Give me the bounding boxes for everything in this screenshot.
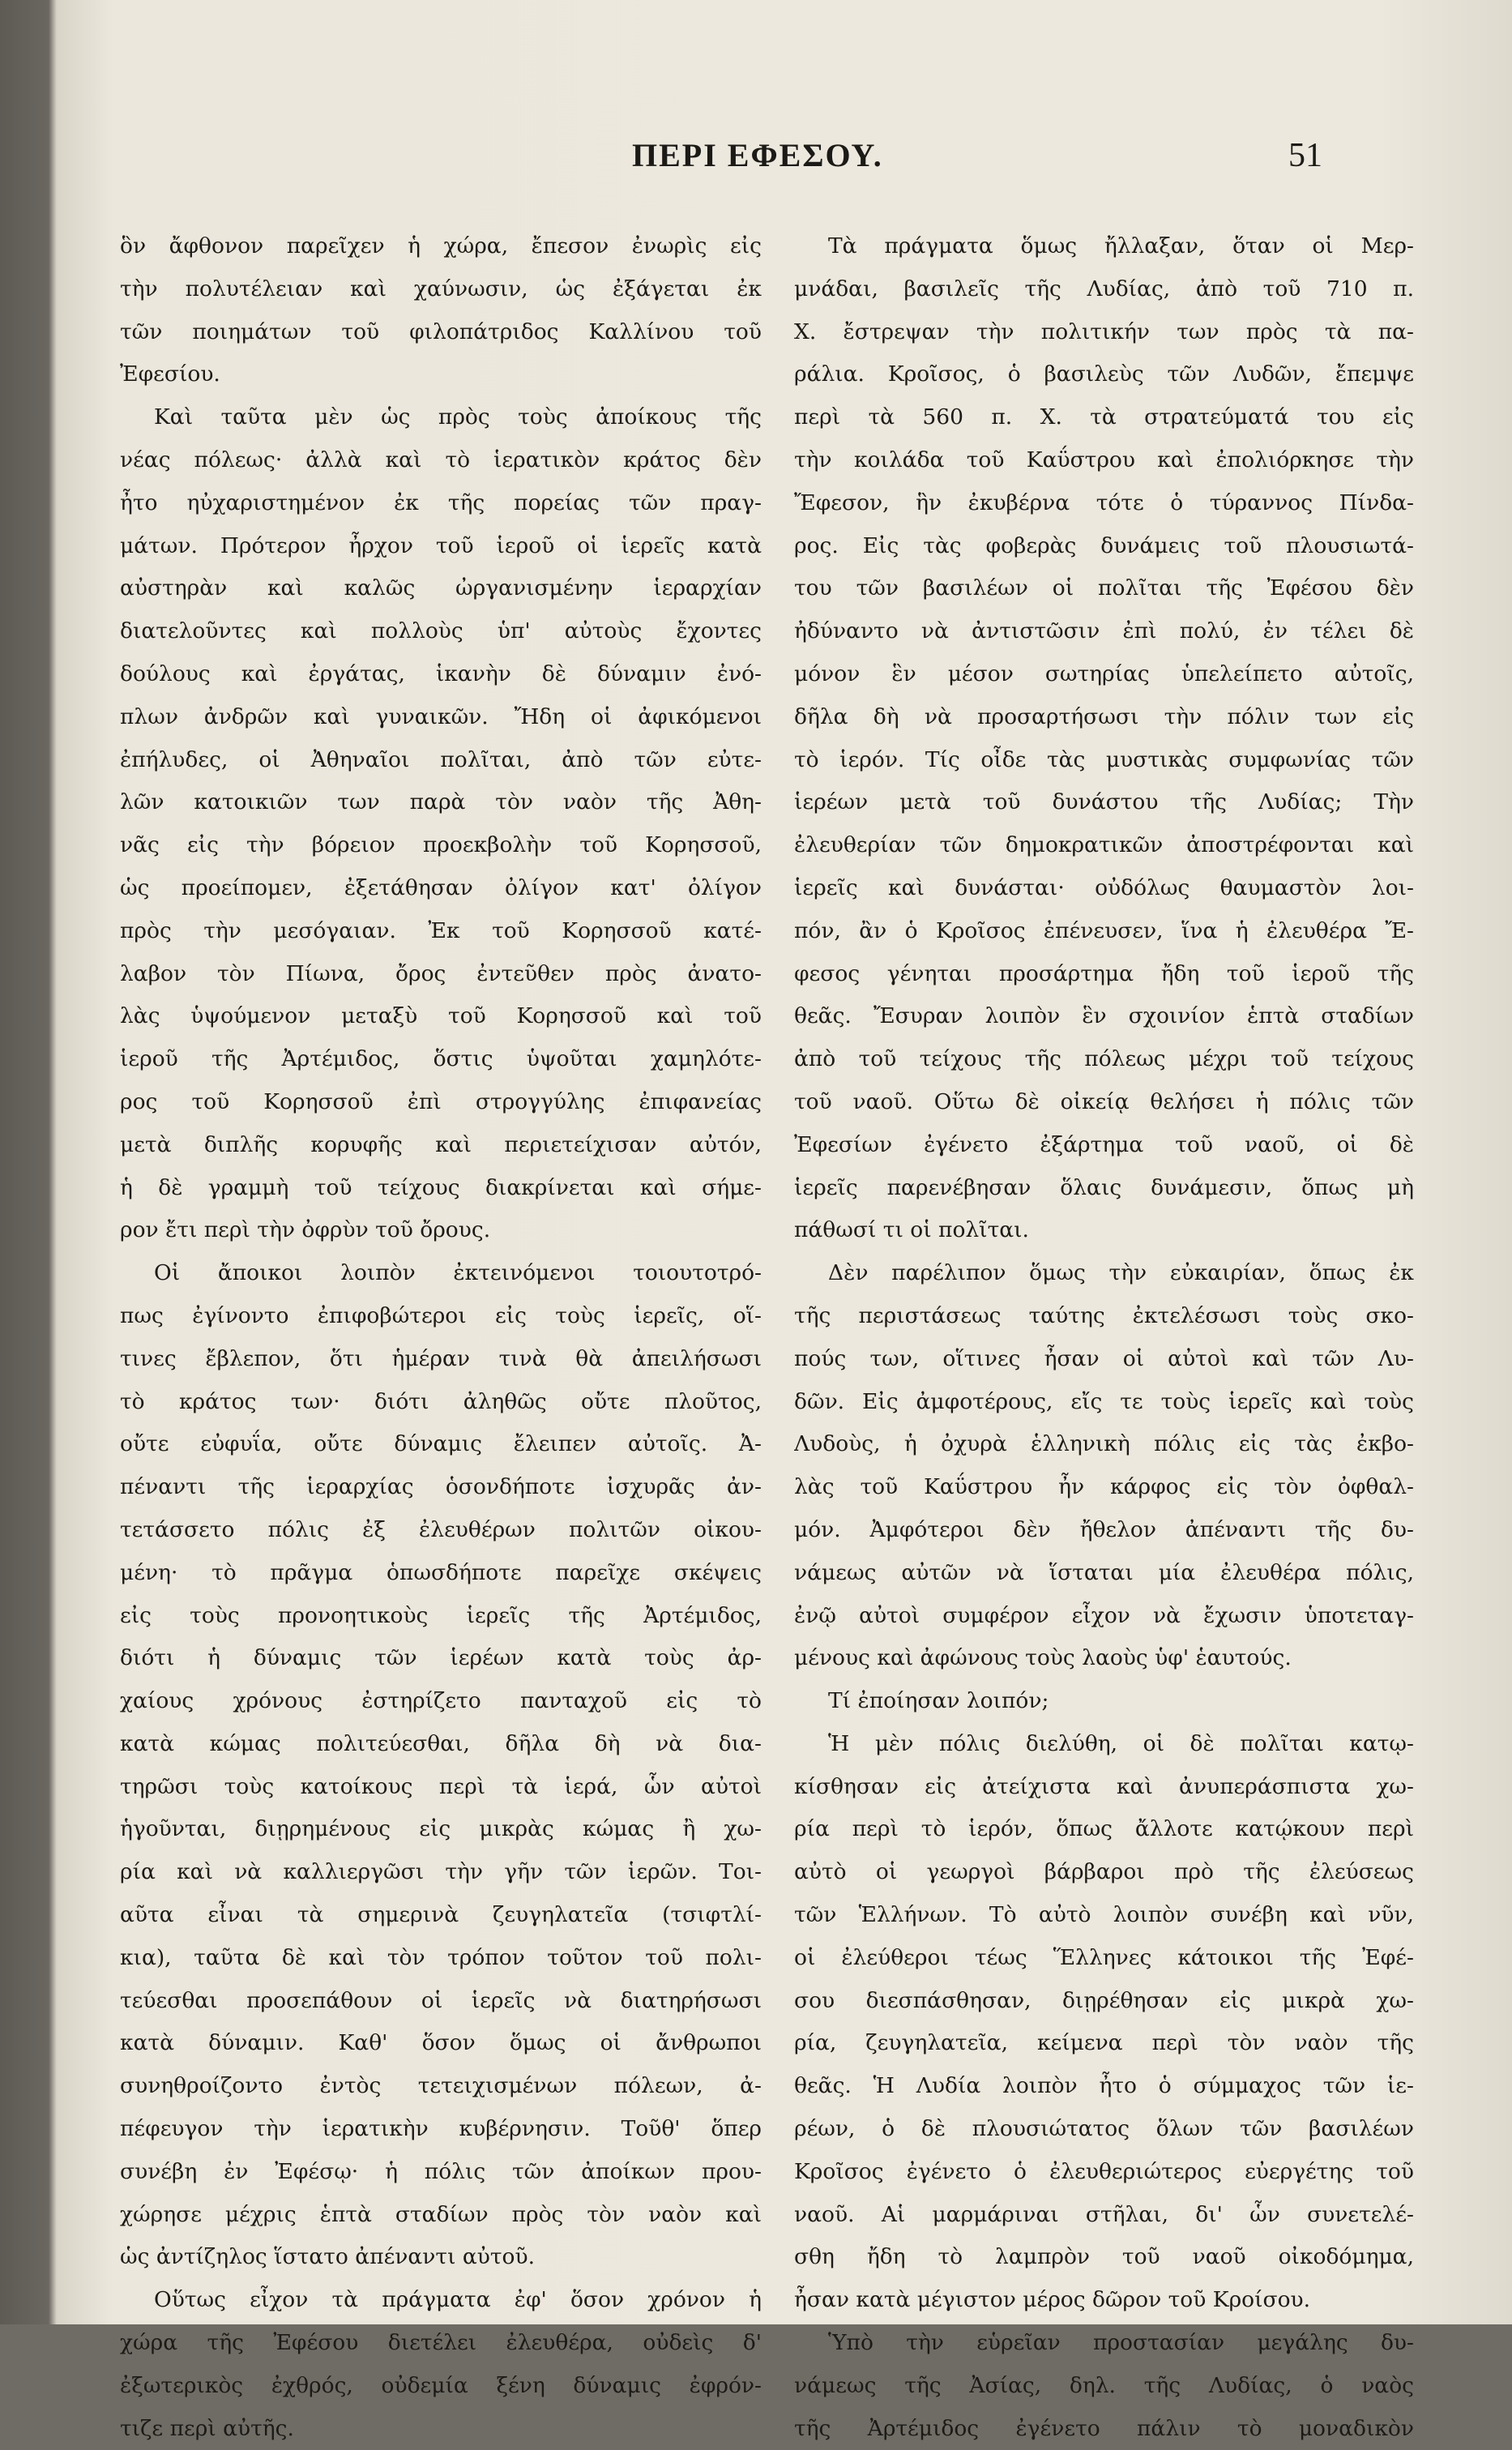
text-line: Τί ἐποίησαν λοιπόν; [828, 1688, 1049, 1714]
text-line: ἱερεῖς καὶ δυνάσται· οὐδόλως θαυμαστὸν λοι- [794, 874, 1414, 900]
text-line: Ἐφεσίου. [120, 361, 220, 387]
text-line: φεσος γένηται προσάρτημα ἤδη τοῦ ἱεροῦ τῆς [794, 960, 1414, 986]
text-line: ἡγοῦνται, διῃρημένους εἰς μικρὰς κώμας ἢ χω- [120, 1816, 762, 1842]
text-line: τὴν κοιλάδα τοῦ Καΰστρου καὶ ἐπολιόρκησε τὴν [794, 447, 1414, 472]
text-line: τεύεσθαι προσεπάθουν οἱ ἱερεῖς νὰ διατηρήσωσι [120, 1987, 762, 2013]
text-line: τιζε περὶ αὐτῆς. [120, 2415, 294, 2441]
text-line: Δὲν παρέλιπον ὅμως τὴν εὐκαιρίαν, ὅπως ἐκ [828, 1260, 1414, 1286]
text-line: μετὰ διπλῆς κορυφῆς καὶ περιετείχισαν αὐτόν, [120, 1131, 762, 1157]
text-line: Λυδοὺς, ἡ ὀχυρὰ ἑλληνικὴ πόλις εἰς τὰς ἐκβο- [794, 1431, 1414, 1457]
text-line: πάθωσί τι οἱ πολῖται. [794, 1217, 1029, 1243]
text-line: λὰς τοῦ Καΰστρου ἦν κάρφος εἰς τὸν ὀφθαλ- [794, 1474, 1414, 1500]
text-line: εἰς τοὺς προνοητικοὺς ἱερεῖς τῆς Ἀρτέμιδος, [120, 1602, 762, 1628]
text-line: ἐλευθερίαν τῶν δημοκρατικῶν ἀποστρέφονται καὶ [794, 832, 1414, 858]
text-line: μένους καὶ ἀφώνους τοὺς λαοὺς ὑφ' ἑαυτούς. [794, 1645, 1292, 1671]
text-line: ρία περὶ τὸ ἱερόν, ὅπως ἄλλοτε κατῴκουν περὶ [794, 1816, 1414, 1842]
text-line: τινες ἔβλεπον, ὅτι ἡμέραν τινὰ θὰ ἀπειλήσωσι [120, 1345, 762, 1371]
text-line: τῆς περιστάσεως ταύτης ἐκτελέσωσι τοὺς σκο- [794, 1302, 1414, 1328]
text-line: Ὑπὸ τὴν εὑρεῖαν προστασίαν μεγάλης δυ- [828, 2330, 1414, 2356]
text-line: δούλους καὶ ἐργάτας, ἱκανὴν δὲ δύναμιν ἐνό- [120, 661, 762, 686]
text-line: κατὰ δύναμιν. Καθ' ὅσον ὅμως οἱ ἄνθρωποι [120, 2030, 762, 2056]
text-line: πρὸς τὴν μεσόγαιαν. Ἐκ τοῦ Κορησσοῦ κατέ- [120, 917, 762, 943]
page-number: 51 [1288, 137, 1322, 174]
text-line: τετάσσετο πόλις ἐξ ἐλευθέρων πολιτῶν οἰκου- [120, 1516, 762, 1542]
text-line: κίσθησαν εἰς ἀτείχιστα καὶ ἀνυπεράσπιστα χω- [794, 1773, 1414, 1799]
text-line: νάμεως αὐτῶν νὰ ἵσταται μία ἐλευθέρα πόλις, [794, 1559, 1414, 1585]
text-line: ἐξωτερικὸς ἐχθρός, οὐδεμία ξένη δύναμις ἐφρόν- [120, 2372, 762, 2398]
text-line: ρέων, ὁ δὲ πλουσιώτατος ὅλων τῶν βασιλέων [794, 2116, 1414, 2142]
text-line: ἱερέων μετὰ τοῦ δυνάστου τῆς Λυδίας; Τὴν [794, 789, 1414, 815]
text-line: δῆλα δὴ νὰ προσαρτήσωσι τὴν πόλιν των εἰς [794, 703, 1414, 729]
text-line: μάτων. Πρότερον ἦρχον τοῦ ἱεροῦ οἱ ἱερεῖς κατὰ [120, 532, 762, 558]
text-line: ὡς ἀντίζηλος ἵστατο ἀπέναντι αὐτοῦ. [120, 2244, 536, 2270]
text-line: του τῶν βασιλέων οἱ πολῖται τῆς Ἐφέσου δὲν [794, 575, 1414, 601]
text-line: κατὰ κώμας πολιτεύεσθαι, δῆλα δὴ νὰ δια- [120, 1730, 762, 1756]
text-line: χαίους χρόνους ἐστηρίζετο πανταχοῦ εἰς τὸ [120, 1688, 762, 1714]
text-line: περὶ τὰ 560 π. Χ. τὰ στρατεύματά του εἰς [794, 404, 1414, 430]
text-line: τῶν ποιημάτων τοῦ φιλοπάτριδος Καλλίνου τοῦ [120, 319, 762, 344]
text-line: ἦτο ηὐχαριστημένον ἐκ τῆς πορείας τῶν πραγ- [120, 490, 762, 515]
text-line: πούς των, οἵτινες ἦσαν οἱ αὐτοὶ καὶ τῶν Λυ- [794, 1345, 1414, 1371]
text-line: ὃν ἄφθονον παρεῖχεν ἡ χώρα, ἔπεσον ἐνωρὶς εἰς [120, 233, 762, 259]
text-line: Οὕτως εἶχον τὰ πράγματα ἐφ' ὅσον χρόνον ἡ [154, 2287, 762, 2313]
text-line: ἦσαν κατὰ μέγιστον μέρος δῶρον τοῦ Κροίσου. [794, 2287, 1311, 2313]
text-line: ράλια. Κροῖσος, ὁ βασιλεὺς τῶν Λυδῶν, ἔπεμψε [794, 361, 1414, 387]
text-line: Ἐφεσίων ἐγένετο ἐξάρτημα τοῦ ναοῦ, οἱ δὲ [794, 1131, 1414, 1157]
text-line: θεᾶς. Ἡ Λυδία λοιπὸν ἦτο ὁ σύμμαχος τῶν ἱε- [794, 2073, 1414, 2099]
text-line: Χ. ἔστρεψαν τὴν πολιτικήν των πρὸς τὰ πα- [794, 319, 1414, 344]
text-line: ρος. Εἰς τὰς φοβερὰς δυνάμεις τοῦ πλουσιωτά- [794, 532, 1414, 558]
text-line: νᾶς εἰς τὴν βόρειον προεκβολὴν τοῦ Κορησσοῦ, [120, 832, 762, 858]
text-line: θεᾶς. Ἔσυραν λοιπὸν ἓν σχοινίον ἑπτὰ σταδίων [794, 1003, 1414, 1029]
text-line: ρία καὶ νὰ καλλιεργῶσι τὴν γῆν τῶν ἱερῶν. Τοι- [120, 1859, 762, 1885]
text-line: νέας πόλεως· ἀλλὰ καὶ τὸ ἱερατικὸν κράτος δὲν [120, 447, 762, 472]
text-line: αὐστηρὰν καὶ καλῶς ὠργανισμένην ἱεραρχίαν [120, 575, 762, 601]
text-line: ρον ἔτι περὶ τὴν ὀφρὺν τοῦ ὄρους. [120, 1217, 491, 1243]
text-line: μόν. Ἀμφότεροι δὲν ἤθελον ἀπέναντι τῆς δυ- [794, 1516, 1414, 1542]
text-line: μόνον ἓν μέσον σωτηρίας ὑπελείπετο αὐτοῖς, [794, 661, 1414, 686]
running-header-title: ΠΕΡΙ ΕΦΕΣΟΥ. [632, 137, 883, 173]
text-line: μένη· τὸ πρᾶγμα ὁπωσδήποτε παρεῖχε σκέψεις [120, 1559, 762, 1585]
text-line: Κροῖσος ἐγένετο ὁ ἐλευθεριώτερος εὐεργέτης τοῦ [794, 2158, 1414, 2184]
text-line: τοῦ ναοῦ. Οὕτω δὲ οἰκείᾳ θελήσει ἡ πόλις τῶν [794, 1088, 1414, 1114]
text-line: χώρησε μέχρις ἑπτὰ σταδίων πρὸς τὸν ναὸν καὶ [120, 2201, 762, 2227]
text-line: ἠδύναντο νὰ ἀντιστῶσιν ἐπὶ πολύ, ἐν τέλει δὲ [794, 618, 1414, 644]
text-line: χώρα τῆς Ἐφέσου διετέλει ἐλευθέρα, οὐδεὶς δ' [120, 2330, 762, 2356]
text-line: Καὶ ταῦτα μὲν ὡς πρὸς τοὺς ἀποίκους τῆς [154, 404, 762, 430]
text-line: ἐπήλυδες, οἱ Ἀθηναῖοι πολῖται, ἀπὸ τῶν εὐτε- [120, 746, 762, 772]
text-line: συνέβη ἐν Ἐφέσῳ· ἡ πόλις τῶν ἀποίκων πρου- [120, 2158, 762, 2184]
text-line: αῦτα εἶναι τὰ σημερινὰ ζευγηλατεῖα (τσιφτλί- [120, 1902, 762, 1928]
text-line: πέναντι τῆς ἱεραρχίας ὁσονδήποτε ἰσχυρᾶς ἀν- [120, 1474, 762, 1500]
text-line: Τὰ πράγματα ὅμως ἤλλαξαν, ὅταν οἱ Μερ- [828, 233, 1414, 259]
text-line: πόν, ἂν ὁ Κροῖσος ἐπένευσεν, ἵνα ἡ ἐλευθέρα Ἔ- [794, 917, 1414, 943]
text-line: σου διεσπάσθησαν, διῃρέθησαν εἰς μικρὰ χω- [794, 1987, 1414, 2013]
text-line: δῶν. Εἰς ἀμφοτέρους, εἴς τε τοὺς ἱερεῖς καὶ τοὺς [794, 1388, 1414, 1414]
text-line: ἐνῷ αὐτοὶ συμφέρον εἶχον νὰ ἔχωσιν ὑποτεταγ- [794, 1602, 1414, 1628]
text-line: Ἡ μὲν πόλις διελύθη, οἱ δὲ πολῖται κατῳ- [828, 1730, 1414, 1756]
text-line: πέφευγον τὴν ἱερατικὴν κυβέρνησιν. Τοῦθ' ὅπερ [120, 2116, 762, 2142]
text-line: νάμεως τῆς Ἀσίας, δηλ. τῆς Λυδίας, ὁ ναὸς [794, 2372, 1414, 2398]
text-line: μνάδαι, βασιλεῖς τῆς Λυδίας, ἀπὸ τοῦ 710 π. [794, 276, 1414, 301]
text-line: τῶν Ἑλλήνων. Τὸ αὐτὸ λοιπὸν συνέβη καὶ νῦν, [794, 1902, 1414, 1928]
text-line: σθη ἤδη τὸ λαμπρὸν τοῦ ναοῦ οἰκοδόμημα, [794, 2244, 1414, 2270]
text-line: λαβον τὸν Πίωνα, ὄρος ἐντεῦθεν πρὸς ἀνατο- [120, 960, 762, 986]
text-line: οἱ ἐλεύθεροι τέως Ἕλληνες κάτοικοι τῆς Ἐφέ- [794, 1944, 1414, 1970]
left-text-column [120, 225, 762, 2450]
text-line: συνηθροίζοντο ἐντὸς τετειχισμένων πόλεων, ἀ- [120, 2073, 762, 2099]
right-text-column [794, 225, 1414, 2450]
text-line: Οἱ ἄποικοι λοιπὸν ἐκτεινόμενοι τοιουτοτρό- [154, 1260, 762, 1286]
text-line: τὸ κράτος των· διότι ἀληθῶς οὔτε πλοῦτος, [120, 1388, 762, 1414]
text-line: ἱεροῦ τῆς Ἀρτέμιδος, ὅστις ὑψοῦται χαμηλότε- [120, 1046, 762, 1072]
text-line: λῶν κατοικιῶν των παρὰ τὸν ναὸν τῆς Ἀθη- [120, 789, 762, 815]
text-line: ἀπὸ τοῦ τείχους τῆς πόλεως μέχρι τοῦ τείχους [794, 1046, 1414, 1072]
text-line: τῆς Ἀρτέμιδος ἐγένετο πάλιν τὸ μοναδικὸν [794, 2415, 1414, 2441]
text-line: διατελοῦντες καὶ πολλοὺς ὑπ' αὐτοὺς ἔχοντες [120, 618, 762, 644]
book-page [81, 0, 1512, 2441]
text-line: ἱερεῖς παρενέβησαν ὅλαις δυνάμεσιν, ὅπως μὴ [794, 1174, 1414, 1200]
text-line: πλων ἀνδρῶν καὶ γυναικῶν. Ἤδη οἱ ἀφικόμενοι [120, 703, 762, 729]
text-line: ρία, ζευγηλατεῖα, κείμενα περὶ τὸν ναὸν τῆς [794, 2030, 1414, 2056]
text-line: τὸ ἱερόν. Τίς οἶδε τὰς μυστικὰς συμφωνίας τῶν [794, 746, 1414, 772]
text-line: οὔτε εὐφυΐα, οὔτε δύναμις ἔλειπεν αὐτοῖς. Ἀ- [120, 1431, 762, 1457]
text-line: διότι ἡ δύναμις τῶν ἱερέων κατὰ τοὺς ἀρ- [120, 1645, 762, 1671]
text-line: ναοῦ. Αἱ μαρμάριναι στῆλαι, δι' ὧν συνετελέ- [794, 2201, 1414, 2227]
text-line: πως ἐγίνοντο ἐπιφοβώτεροι εἰς τοὺς ἱερεῖς, οἵ- [120, 1302, 762, 1328]
text-line: ρος τοῦ Κορησσοῦ ἐπὶ στρογγύλης ἐπιφανείας [120, 1088, 762, 1114]
text-line: τηρῶσι τοὺς κατοίκους περὶ τὰ ἱερά, ὧν αὐτοὶ [120, 1773, 762, 1799]
text-line: Ἔφεσον, ἣν ἐκυβέρνα τότε ὁ τύραννος Πίνδα- [794, 490, 1414, 515]
text-line: τὴν πολυτέλειαν καὶ χαύνωσιν, ὡς ἐξάγεται ἐκ [120, 276, 762, 301]
text-line: αὐτὸ οἱ γεωργοὶ βάρβαροι πρὸ τῆς ἐλεύσεως [794, 1859, 1414, 1885]
text-line: ὡς προείπομεν, ἐξετάθησαν ὀλίγον κατ' ὀλίγον [120, 874, 762, 900]
text-line: λὰς ὑψούμενον μεταξὺ τοῦ Κορησσοῦ καὶ τοῦ [120, 1003, 762, 1029]
text-line: ἡ δὲ γραμμὴ τοῦ τείχους διακρίνεται καὶ σήμε- [120, 1174, 762, 1200]
text-line: κια), ταῦτα δὲ καὶ τὸν τρόπον τοῦτον τοῦ πολι- [120, 1944, 762, 1970]
